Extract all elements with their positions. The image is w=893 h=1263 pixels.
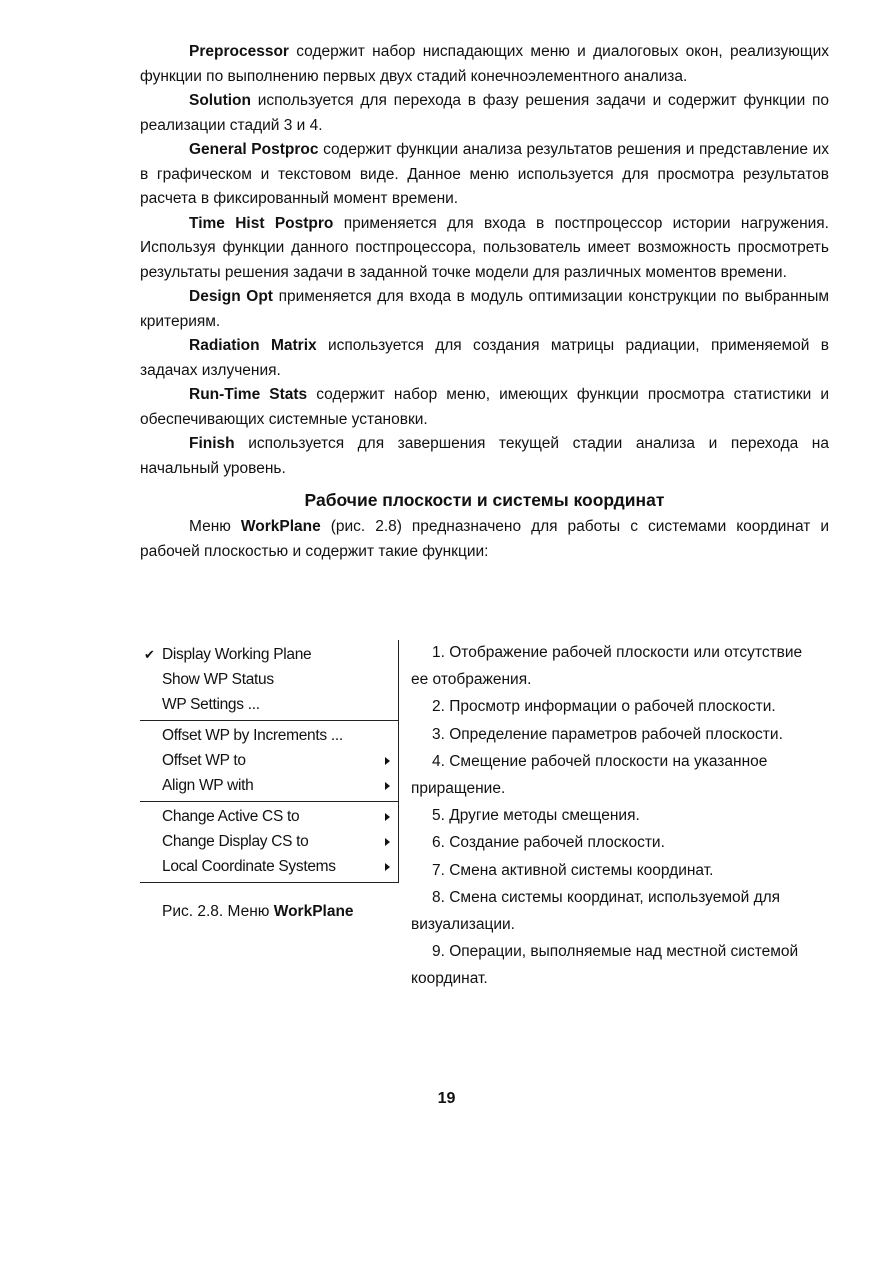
paragraph-text: содержит набор меню, имеющих функции просмотра статистики и обеспечивающих системные установки. [140, 386, 829, 428]
list-item: 4. Смещение рабочей плоскости на указанное приращение. [411, 752, 768, 798]
paragraph-time-hist-postpro [140, 212, 829, 286]
term: General Postproc [189, 141, 319, 158]
term: Time Hist Postpro [189, 214, 334, 232]
menu-item-label: Offset WP to [162, 752, 246, 769]
menu-item-label: Align WP with [162, 777, 254, 794]
menu-item-label: Local Coordinate Systems [162, 858, 336, 875]
submenu-arrow-icon [385, 863, 390, 871]
menu-item-change-display-cs[interactable] [140, 829, 398, 854]
term: WorkPlane [240, 518, 321, 535]
term: Solution [189, 92, 251, 109]
paragraph-design-opt [140, 285, 829, 334]
intro-paragraph [140, 515, 829, 564]
paragraph-text: содержит набор ниспадающих меню и диалоговых окон, реализующих функции по выполнению первых двух стадий конечноэлементного анализа. [140, 43, 829, 85]
paragraph-text: содержит функции анализа результатов решения и представление их в графическом и текстовом виде. Данное меню используется для просмотра результатов расчета в фиксированный момент времени. [140, 141, 829, 207]
figure-caption [140, 903, 400, 921]
body-text [140, 40, 829, 564]
submenu-arrow-icon [385, 782, 390, 790]
paragraph-radiation-matrix [140, 334, 829, 383]
menu-item-label: Change Display CS to [162, 833, 309, 850]
menu-item-change-active-cs[interactable] [140, 804, 398, 829]
paragraph-text: используется для завершения текущей стадии анализа и перехода на начальный уровень. [140, 435, 829, 477]
paragraph-run-time-stats [140, 383, 829, 432]
menu-item-offset-wp-by-increments[interactable] [140, 723, 398, 748]
menu-item-display-working-plane[interactable] [140, 642, 398, 667]
menu-item-label: Change Active CS to [162, 808, 300, 825]
workplane-menu [140, 640, 399, 883]
paragraph-general-postproc [140, 138, 829, 212]
list-item: 3. Определение параметров рабочей плоскости. [432, 725, 783, 743]
menu-item-label: Offset WP by Increments ... [162, 727, 343, 744]
submenu-arrow-icon [385, 813, 390, 821]
list-item: 8. Смена системы координат, используемой для визуализации. [411, 888, 781, 934]
list-item: 5. Другие методы смещения. [432, 807, 640, 825]
list-item: 2. Просмотр информации о рабочей плоскости. [432, 698, 776, 716]
workplane-menu-figure [140, 640, 400, 921]
paragraph-text: используется для перехода в фазу решения задачи и содержит функции по реализации стадий 3 и 4. [140, 92, 829, 134]
list-item: 1. Отображение рабочей плоскости или отсутствие ее отображения. [411, 644, 803, 689]
paragraph-text: применяется для входа в модуль оптимизации конструкции по выбранным критериям. [140, 288, 829, 330]
check-icon: ✔ [144, 647, 155, 662]
paragraph-preprocessor [140, 40, 829, 89]
submenu-arrow-icon [385, 757, 390, 765]
page-number: 19 [437, 1090, 456, 1107]
menu-group [140, 802, 398, 883]
term: Finish [189, 435, 235, 452]
term: Design Opt [189, 288, 273, 305]
menu-item-offset-wp-to[interactable] [140, 748, 398, 773]
intro-after: (рис. 2.8) предназначено для работы с системами координат и рабочей плоскостью и содержит такие функции: [140, 518, 829, 560]
submenu-arrow-icon [385, 838, 390, 846]
menu-item-align-wp-with[interactable] [140, 773, 398, 798]
menu-item-local-coordinate-systems[interactable] [140, 854, 398, 879]
menu-item-label: WP Settings ... [162, 696, 260, 713]
intro-before: Меню [189, 518, 241, 535]
caption-prefix: Рис. 2.8. Меню [162, 903, 274, 920]
paragraph-text: применяется для входа в постпроцессор истории нагружения. Используя функции данного постпроцессора, пользователь имеет возможность просмотреть результаты решения задачи в заданной точке модели для различных моментов времени. [140, 214, 829, 281]
menu-group [140, 640, 398, 721]
menu-item-show-wp-status[interactable] [140, 667, 398, 692]
paragraph-solution [140, 89, 829, 138]
caption-term: WorkPlane [273, 903, 354, 920]
list-item: 7. Смена активной системы координат. [432, 861, 714, 879]
menu-group [140, 721, 398, 802]
function-list [411, 639, 821, 993]
term: Run-Time Stats [189, 386, 308, 403]
list-item: 9. Операции, выполняемые над местной системой координат. [411, 943, 799, 988]
menu-item-wp-settings[interactable] [140, 692, 398, 717]
paragraph-finish [140, 432, 829, 481]
list-item: 6. Создание рабочей плоскости. [432, 834, 665, 852]
menu-item-label: Display Working Plane [162, 646, 312, 663]
paragraph-text: используется для создания матрицы радиации, применяемой в задачах излучения. [140, 337, 829, 379]
term: Radiation Matrix [189, 337, 317, 354]
term: Preprocessor [189, 43, 289, 60]
menu-item-label: Show WP Status [162, 671, 274, 688]
section-heading: Рабочие плоскости и системы координат [304, 490, 665, 510]
